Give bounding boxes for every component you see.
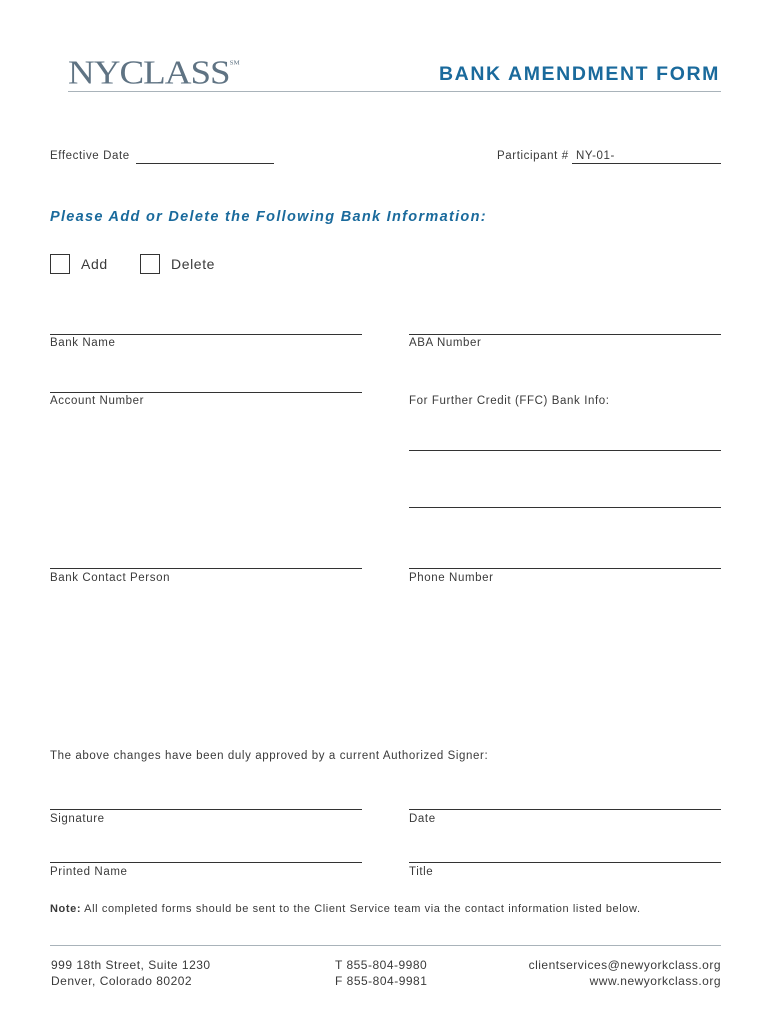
- note-label: Note:: [50, 903, 82, 915]
- effective-date-underline: [136, 163, 274, 164]
- signature-field[interactable]: [50, 809, 362, 810]
- bank-contact-field[interactable]: [50, 568, 362, 569]
- bank-contact-label: Bank Contact Person: [50, 572, 171, 584]
- ffc-info-field-1[interactable]: [409, 450, 721, 451]
- fax-number: F 855-804-9981: [335, 974, 428, 988]
- approval-statement: The above changes have been duly approved by a current Authorized Signer:: [50, 750, 489, 762]
- participant-label: Participant #: [497, 150, 569, 162]
- phone-number-field[interactable]: [409, 568, 721, 569]
- add-checkbox[interactable]: [50, 254, 70, 274]
- form-title: BANK AMENDMENT FORM: [439, 63, 720, 85]
- phone-number: T 855-804-9980: [335, 958, 428, 972]
- section-heading: Please Add or Delete the Following Bank Information:: [50, 209, 487, 225]
- participant-number-field[interactable]: NY-01-: [576, 150, 615, 162]
- aba-number-field[interactable]: [409, 334, 721, 335]
- account-number-label: Account Number: [50, 395, 145, 407]
- aba-number-label: ABA Number: [409, 337, 482, 349]
- note-text: All completed forms should be sent to the Client Service team via the contact information listed below.: [84, 903, 641, 915]
- footer-contact: [529, 957, 721, 989]
- title-field[interactable]: [409, 862, 721, 863]
- date-field[interactable]: [409, 809, 721, 810]
- footer-address: [51, 957, 211, 989]
- address-line-2: Denver, Colorado 80202: [51, 974, 193, 988]
- ffc-info-label: For Further Credit (FFC) Bank Info:: [409, 395, 610, 407]
- ffc-info-field-2[interactable]: [409, 507, 721, 508]
- note: [50, 903, 641, 915]
- delete-checkbox[interactable]: [140, 254, 160, 274]
- printed-name-field[interactable]: [50, 862, 362, 863]
- printed-name-label: Printed Name: [50, 866, 128, 878]
- logo-mark: SM: [229, 58, 240, 67]
- header-divider: [68, 91, 721, 92]
- address-line-1: 999 18th Street, Suite 1230: [51, 958, 211, 972]
- email-link[interactable]: clientservices@newyorkclass.org: [528, 958, 721, 972]
- title-label: Title: [409, 866, 434, 878]
- footer-divider: [50, 945, 721, 946]
- website-link[interactable]: www.newyorkclass.org: [589, 974, 721, 988]
- bank-name-field[interactable]: [50, 334, 362, 335]
- bank-name-label: Bank Name: [50, 337, 116, 349]
- footer-phone-fax: [335, 957, 427, 989]
- signature-label: Signature: [50, 813, 105, 825]
- nyclass-logo: [68, 56, 240, 90]
- account-number-field[interactable]: [50, 392, 362, 393]
- effective-date-field[interactable]: [136, 150, 274, 164]
- participant-underline: [572, 163, 721, 164]
- add-checkbox-label: Add: [81, 256, 108, 272]
- date-label: Date: [409, 813, 436, 825]
- logo-text: NYCLASS: [68, 54, 230, 92]
- effective-date-label: Effective Date: [50, 150, 130, 162]
- phone-number-label: Phone Number: [409, 572, 494, 584]
- delete-checkbox-label: Delete: [171, 256, 216, 272]
